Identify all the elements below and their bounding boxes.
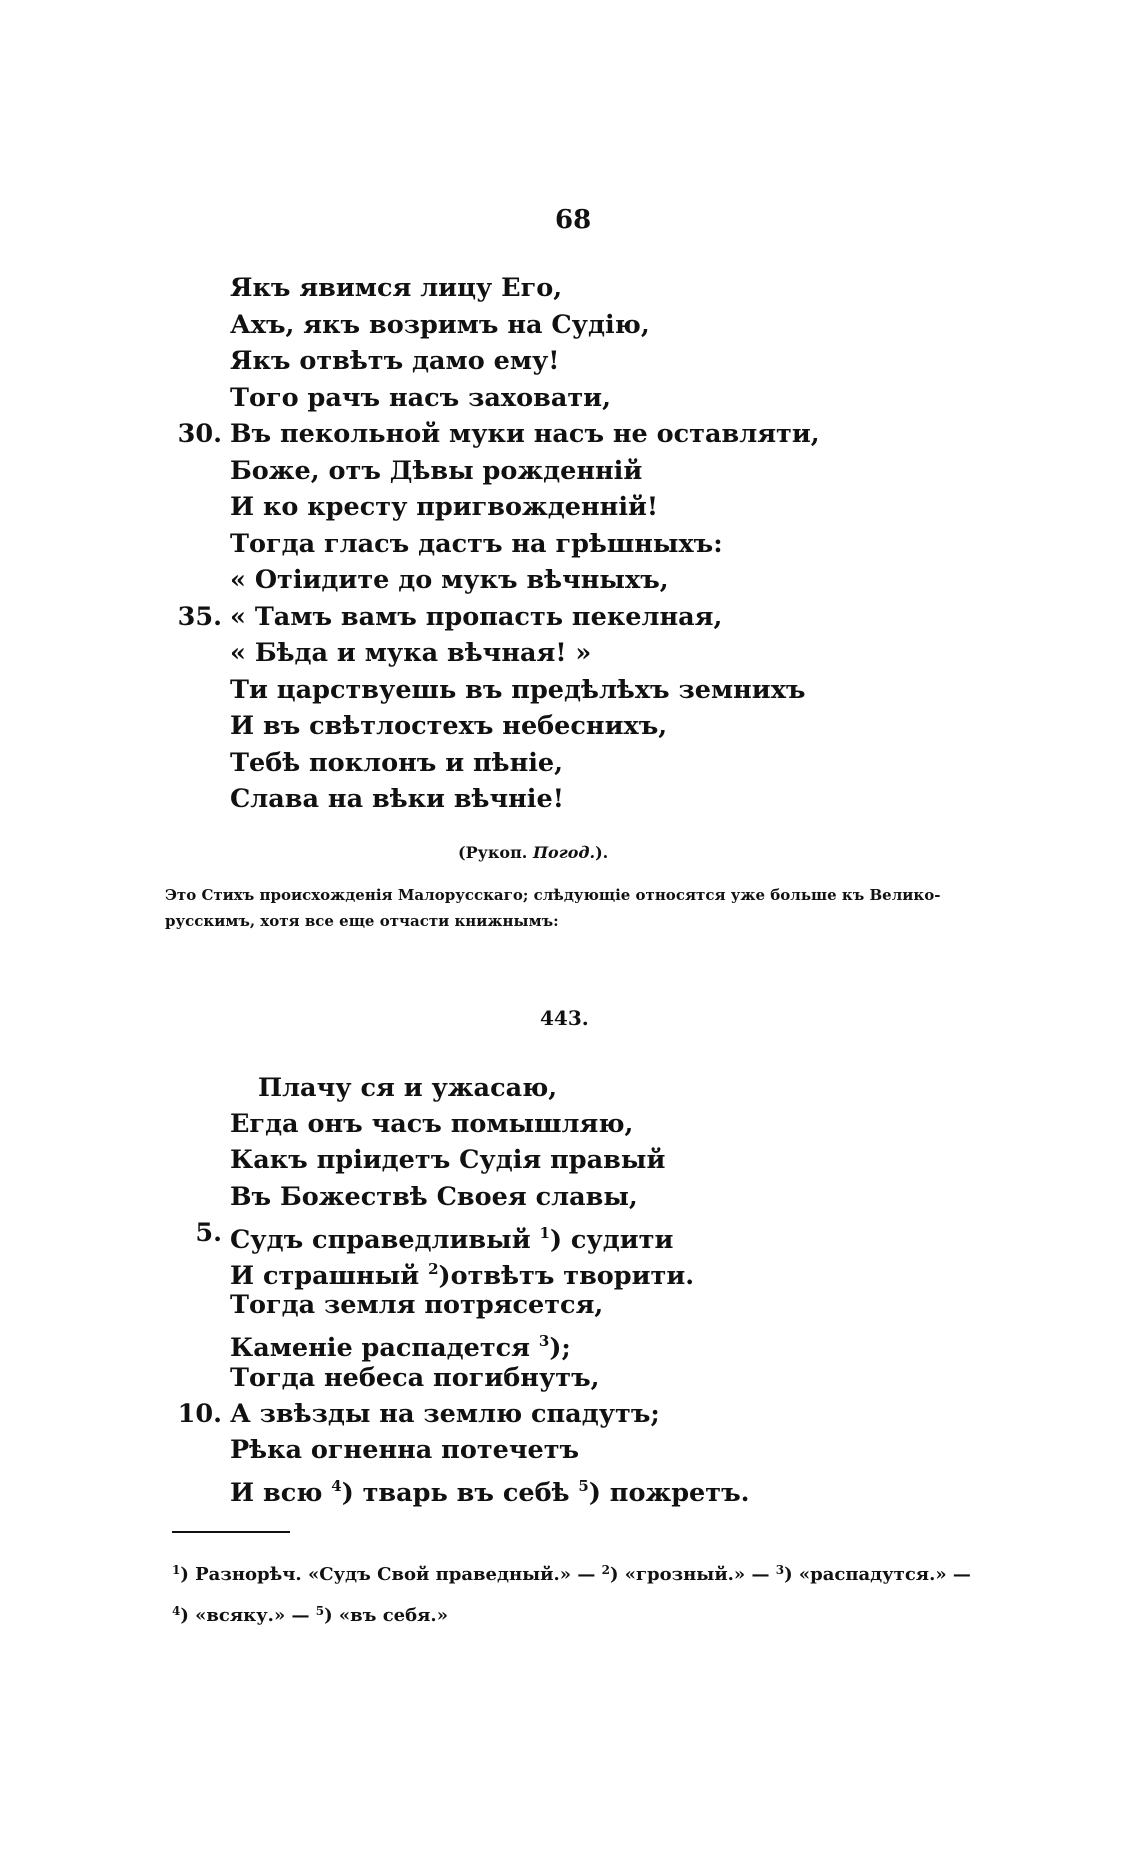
verse-line (0, 270, 1140, 307)
verse-text: Якъ явимся лицу Его, (230, 273, 563, 303)
line-number: 35. (177, 601, 222, 632)
verse-line (0, 1251, 1140, 1291)
verse-text: Боже, отъ Дѣвы рожденній (230, 455, 643, 486)
footnote-ref: 2 (428, 1259, 439, 1278)
editorial-note (165, 882, 995, 934)
verse-text: Тогда земля потрясется, (230, 1290, 604, 1321)
verse-line (0, 307, 1140, 344)
line-number: 30. (177, 419, 222, 449)
line-number: 10. (177, 1398, 222, 1429)
verse-line (0, 562, 1140, 599)
verse-line (0, 708, 1140, 745)
note-line-1: Это Стихъ происхожденія Малорусскаго; слѣдующіе относятся уже больше къ Велико- (165, 886, 941, 904)
verse-line (0, 635, 1140, 672)
footnote-text: ) «всяку.» — (180, 1605, 316, 1626)
footnote-marker: 5 (315, 1604, 325, 1618)
poem-first (0, 270, 1140, 818)
verse-line (0, 1106, 1140, 1142)
footnotes (172, 1552, 972, 1634)
footnote-ref: 3 (538, 1332, 550, 1351)
verse-line (0, 672, 1140, 709)
line-number: 5. (195, 1217, 222, 1248)
verse-text: Ахъ, якъ возримъ на Судію, (230, 309, 650, 340)
verse-text: Якъ отвѣтъ дамо ему! (230, 346, 560, 376)
source-open: (Рукоп. (458, 843, 528, 862)
verse-line (0, 1142, 1140, 1178)
verse-line (0, 453, 1140, 490)
footnote-marker: 3 (775, 1563, 785, 1577)
verse-text: Слава на вѣки вѣчніе! (230, 784, 564, 814)
verse-line (0, 380, 1140, 417)
footnote-text: ) «распадутся.» — (784, 1564, 971, 1585)
verse-line (0, 343, 1140, 380)
footnote-marker: 1 (172, 1563, 181, 1577)
verse-text: Егда онъ часъ помышляю, (230, 1109, 634, 1140)
verse-line (0, 781, 1140, 818)
verse-text: Тогда небеса погибнутъ, (230, 1362, 600, 1393)
footnote-text: ) Разнорѣч. «Судъ Свой праведный.» — (180, 1564, 602, 1585)
verse-line (0, 1468, 1140, 1509)
poem-number: 443. (540, 1006, 589, 1030)
verse-text: « Бѣда и мука вѣчная! » (230, 638, 592, 668)
verse-text: И страшный $^2$)отвѣтъ творити. (230, 1259, 695, 1291)
verse-line (0, 599, 1140, 636)
page-number: 68 (555, 205, 592, 235)
footnote-ref: 4 (331, 1477, 342, 1496)
footnote-rule (172, 1531, 290, 1533)
verse-line (0, 489, 1140, 526)
verse-line (0, 1215, 1140, 1255)
footnote-text: ) «грозный.» — (609, 1564, 776, 1585)
verse-text: Каменіе распадется $^3$); (230, 1332, 571, 1364)
verse-text: Ти царствуешь въ предѣлѣхъ земнихъ (230, 674, 806, 705)
source-citation (458, 843, 608, 862)
verse-text: Какъ пріидетъ Судія правый (230, 1145, 666, 1176)
footnote-marker: 2 (601, 1563, 610, 1577)
verse-text: Плачу ся и ужасаю, (258, 1073, 558, 1103)
verse-line (0, 526, 1140, 563)
verse-line (0, 1432, 1140, 1468)
source-name: Погод. (532, 843, 596, 862)
verse-text: « Отіидите до мукъ вѣчныхъ, (230, 565, 669, 595)
verse-line (0, 1396, 1140, 1432)
footnote-marker: 4 (172, 1604, 181, 1618)
verse-text: « Тамъ вамъ пропасть пекелная, (230, 601, 723, 632)
verse-line (0, 1070, 1140, 1106)
verse-text: Рѣка огненна потечетъ (230, 1434, 580, 1465)
verse-line (0, 416, 1140, 453)
verse-text: И ко кресту пригвожденній! (230, 492, 659, 522)
footnote-ref: 1 (539, 1223, 550, 1242)
source-close: ). (595, 843, 609, 862)
footnote-line-1 (172, 1552, 972, 1593)
verse-text: Тогда гласъ дастъ на грѣшныхъ: (230, 528, 723, 559)
verse-text: Въ Божествѣ Своея славы, (230, 1181, 638, 1212)
footnote-line-2 (172, 1593, 972, 1634)
footnote-ref: 5 (578, 1477, 589, 1496)
verse-text: А звѣзды на землю спадутъ; (230, 1398, 660, 1429)
verse-text: И въ свѣтлостехъ небеснихъ, (230, 711, 668, 741)
verse-line (0, 1179, 1140, 1215)
footnote-text: ) «въ себя.» (324, 1605, 448, 1626)
poem-second (0, 1070, 1140, 1509)
verse-text: Въ пекольной муки насъ не оставляти, (230, 419, 820, 449)
verse-text: Тебѣ поклонъ и пѣніе, (230, 747, 564, 778)
verse-line (0, 1287, 1140, 1323)
verse-line (0, 1323, 1140, 1364)
verse-line (0, 745, 1140, 782)
verse-text: Того рачъ насъ заховати, (230, 382, 611, 413)
verse-line (0, 1360, 1140, 1396)
note-line-2: русскимъ, хотя все еще отчасти книжнымъ: (165, 912, 559, 930)
verse-text: И всю $^4$) тварь въ себѣ $^5$) пожретъ. (230, 1477, 750, 1509)
verse-text: Судъ справедливый $^1$) судити (230, 1223, 674, 1255)
